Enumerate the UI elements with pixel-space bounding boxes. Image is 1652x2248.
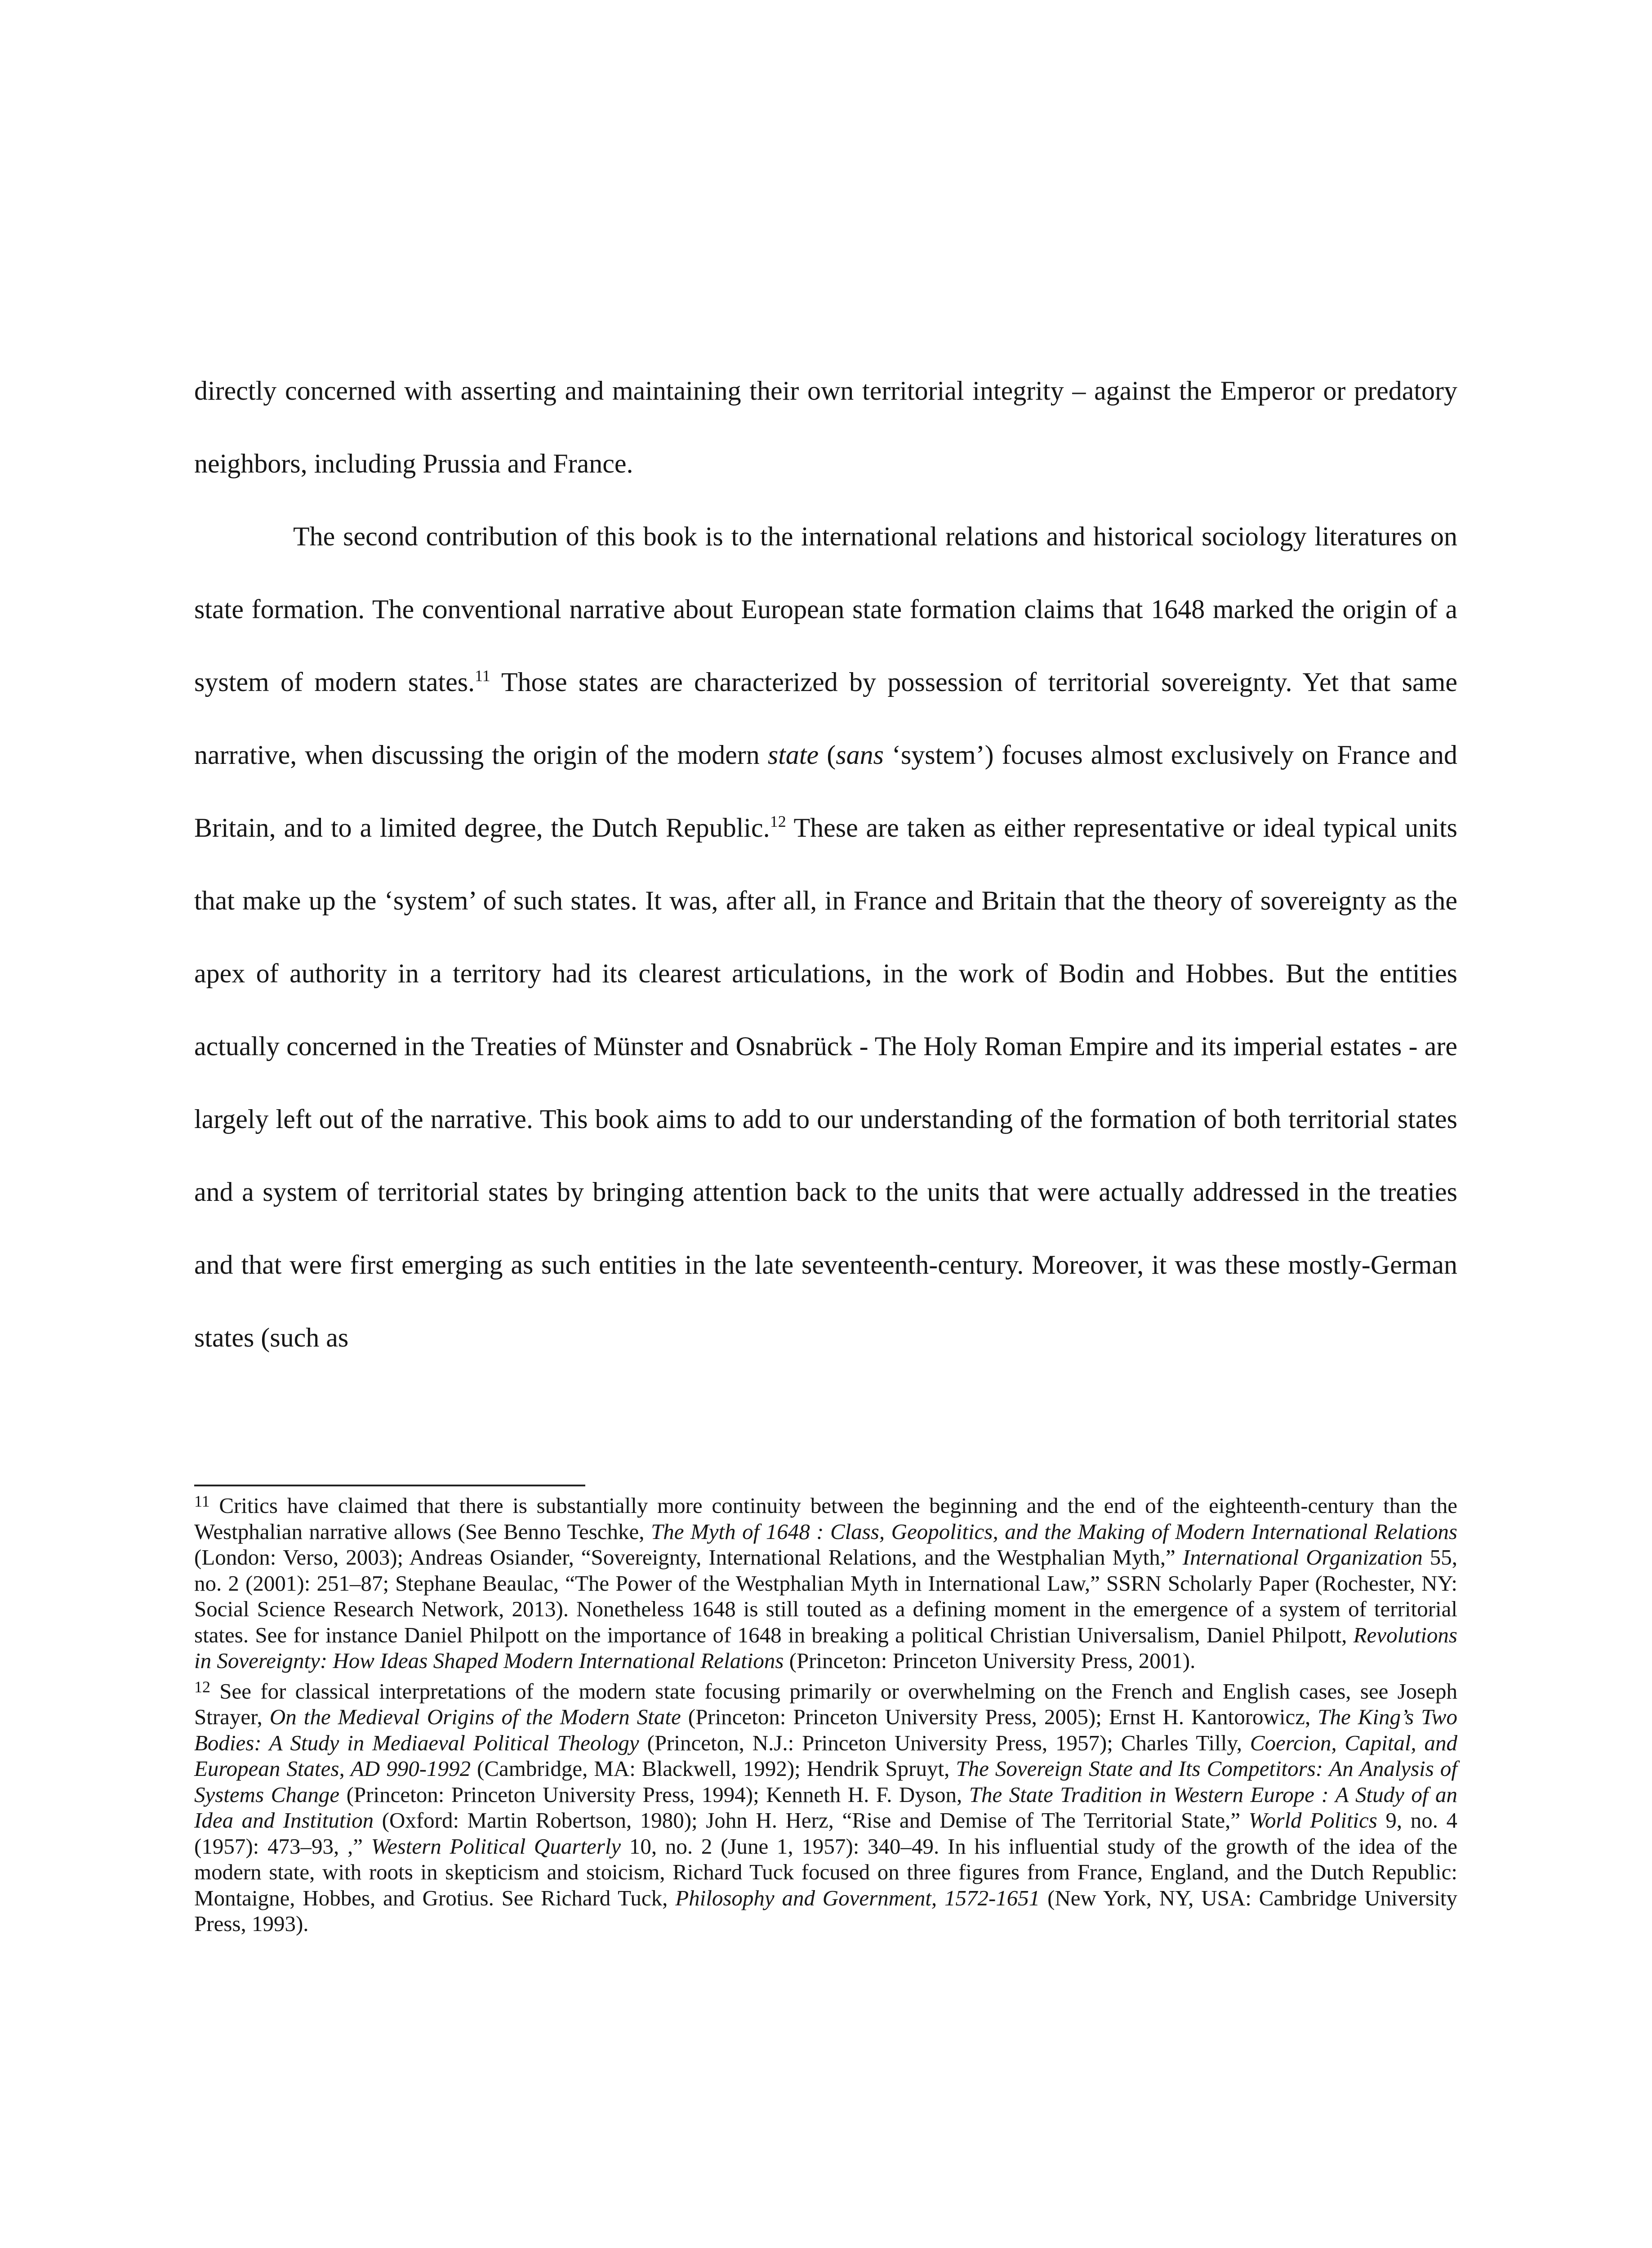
footnote-12-text-i: (New York, NY, USA: Cambridge University Press, 1993). xyxy=(194,1885,1458,1936)
footnote-11 xyxy=(194,1493,1457,1674)
footnote-12-text-g: 9, no. 4 (1957): 473–93, ,” xyxy=(194,1808,1457,1859)
paragraph-2-text-1: The second contribution of this book is to the international relations and historical sociology literatures on state formation. The conventional narrative about European state formation claims that 1648 marked the origin of a system of modern states. xyxy=(194,522,1457,697)
footnote-12-title-c: Coercion, Capital, and European States, AD 990-1992 xyxy=(194,1730,1458,1781)
footnote-12-text-h: 10, no. 2 (June 1, 1957): 340–49. In his influential study of the growth of the idea of the modern state, with roots in skepticism and stoicism, Richard Tuck focused on three figures from France, England, and the Dutch Republic: Montaigne, Hobbes, and Grotius. See Richard Tuck, xyxy=(194,1833,1457,1910)
footnote-12-title-b: The King’s Two Bodies: A Study in Mediaeval Political Theology xyxy=(194,1704,1457,1755)
paragraph-2-text-5: These are taken as either representative or ideal typical units that make up the ‘system’ of such states. It was, after all, in France and Britain that the theory of sovereignty as the apex of authority in a territory had its clearest articulations, in the work of Bodin and Hobbes. But the entities actually concerned in the Treaties of Münster and Osnabrück - The Holy Roman Empire and its imperial estates - are largely left out of the narrative. This book aims to add to our understanding of the formation of both territorial states and a system of territorial states by bringing attention back to the units that were actually addressed in the treaties and that were first emerging as such entities in the late seventeenth-century. Moreover, it was these mostly-German states (such as xyxy=(194,813,1457,1352)
footnote-12-text-c: (Princeton, N.J.: Princeton University Press, 1957); Charles Tilly, xyxy=(639,1730,1250,1755)
footnote-11-text-d: (Princeton: Princeton University Press, 2001). xyxy=(784,1648,1196,1673)
footnote-12-text-f: (Oxford: Martin Robertson, 1980); John H. Herz, “Rise and Demise of The Territorial State,” xyxy=(374,1808,1249,1833)
paragraph-2-text-4: ‘system’) focuses almost exclusively on France and Britain, and to a limited degree, the Dutch Republic. xyxy=(194,740,1458,843)
footnote-11-title-a: The Myth of 1648 : Class, Geopolitics, and the Making of Modern International Relations xyxy=(651,1519,1457,1544)
footnote-12-text-e: (Princeton: Princeton University Press, 1994); Kenneth H. F. Dyson, xyxy=(339,1782,969,1807)
footnote-separator xyxy=(194,1485,585,1486)
paragraph-1 xyxy=(194,354,1457,500)
footnote-11-title-c: Revolutions in Sovereignty: How Ideas Shaped Modern International Relations xyxy=(194,1622,1457,1673)
footnotes xyxy=(194,1493,1457,1941)
footnote-11-text-c: 55, no. 2 (2001): 251–87; Stephane Beaulac, “The Power of the Westphalian Myth in International Law,” SSRN Scholarly Paper (Rochester, NY: Social Science Research Network, 2013). Nonetheless 1648 is still touted as a defining moment in the emergence of a system of territorial states. See for instance Daniel Philpott on the importance of 1648 in breaking a political Christian Universalism, Daniel Philpott, xyxy=(194,1545,1458,1647)
footnote-12-title-e: The State Tradition in Western Europe : A Study of an Idea and Institution xyxy=(194,1782,1457,1833)
footnote-ref-11[interactable]: 11 xyxy=(475,667,490,685)
paragraph-2-text-2: Those states are characterized by possession of territorial sovereignty. Yet that same narrative, when discussing the origin of the modern xyxy=(194,667,1457,770)
footnote-12-text-d: (Cambridge, MA: Blackwell, 1992); Hendrik Spruyt, xyxy=(471,1756,956,1781)
footnote-ref-12[interactable]: 12 xyxy=(770,812,786,830)
footnote-12-title-f: World Politics xyxy=(1248,1808,1377,1833)
footnote-12-title-a: On the Medieval Origins of the Modern State xyxy=(269,1704,681,1729)
footnote-11-number: 11 xyxy=(194,1492,210,1510)
footnote-11-text-a: Critics have claimed that there is substantially more continuity between the beginning and the end of the eighteenth-century than the Westphalian narrative allows (See Benno Teschke, xyxy=(194,1493,1457,1544)
footnote-12-title-h: Philosophy and Government, 1572-1651 xyxy=(675,1885,1040,1910)
paragraph-2-text-3: ( xyxy=(819,740,836,770)
italic-sans: sans xyxy=(836,740,884,770)
footnote-12-text-a: See for classical interpretations of the modern state focusing primarily or overwhelming on the French and English cases, see Joseph Strayer, xyxy=(194,1678,1457,1729)
paragraph-2 xyxy=(194,500,1457,1374)
paragraph-1-text: directly concerned with asserting and maintaining their own territorial integrity – against the Emperor or predatory neighbors, including Prussia and France. xyxy=(194,376,1457,478)
footnote-11-text-b: (London: Verso, 2003); Andreas Osiander, “Sovereignty, International Relations, and the Westphalian Myth,” xyxy=(194,1545,1183,1570)
footnote-12-title-d: The Sovereign State and Its Competitors: An Analysis of Systems Change xyxy=(194,1756,1457,1807)
footnote-11-title-b: International Organization xyxy=(1182,1545,1423,1570)
footnote-12-title-g: Western Political Quarterly xyxy=(371,1833,621,1859)
italic-state: state xyxy=(767,740,819,770)
main-text xyxy=(194,354,1457,1374)
footnote-12 xyxy=(194,1678,1457,1937)
footnote-12-number: 12 xyxy=(194,1677,210,1696)
footnote-12-text-b: (Princeton: Princeton University Press, 2005); Ernst H. Kantorowicz, xyxy=(681,1704,1318,1729)
